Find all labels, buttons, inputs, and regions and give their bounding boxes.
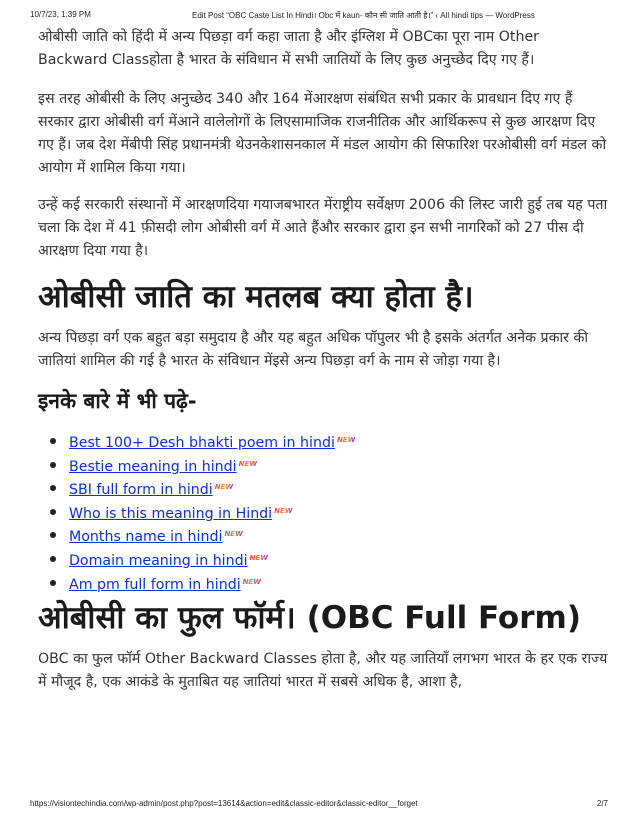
new-badge: NEW — [336, 436, 356, 444]
related-link[interactable]: Best 100+ Desh bhakti poem in hindi — [69, 435, 335, 451]
list-item — [50, 500, 608, 524]
related-links-list — [50, 429, 608, 594]
heading-obc-full-form: ओबीसी का फुल फॉर्म। (OBC Full Form) — [38, 600, 581, 637]
list-item — [50, 429, 608, 453]
print-header — [0, 10, 638, 24]
list-item — [50, 453, 608, 477]
related-link[interactable]: Months name in hindi — [69, 529, 223, 546]
new-badge: NEW — [242, 577, 262, 586]
page-number: 2/7 — [596, 799, 608, 808]
new-badge: NEW — [249, 553, 268, 562]
new-badge: NEW — [224, 530, 243, 539]
new-badge: NEW — [274, 506, 293, 515]
print-url: https://visiontechindia.com/wp-admin/post.php?post=13614&action=edit&classic-editor&classic-editor__forget — [30, 799, 418, 808]
related-link[interactable]: Who is this meaning in Hindi — [69, 505, 273, 522]
bullet-icon — [50, 438, 56, 444]
intro-paragraph: ओबीसी जाति को हिंदी में अन्य पिछड़ा वर्ग कहा जाता है और इंग्लिश में OBCका पूरा नाम Other Backward Classहोता है भारत के संविधान में सभी जातियों के लिए कुछ अनुच्छेद दिए गए हैं। — [38, 29, 540, 68]
article-content — [38, 26, 608, 708]
article-paragraph-reservation: इस तरह ओबीसी के लिए अनुच्छेद 340 और 164 मेंआरक्षण संबंधित सभी प्रकार के प्रावधान दिए गए हैं सरकार द्वारा ओबीसी वर्ग मेंआने वालेलोगों के लिएसामाजिक राजनीतिक और आर्थिकरूप से कुछ आरक्षण दिए गए हैं। जब देश मेंबीपी सिंह प्रधानमंत्री थेउनकेशासनकाल में मंडल आयोग की सिफारिश परओबीसी वर्ग मंडल को आयोग में शामिल किया गया। — [38, 91, 607, 176]
bullet-icon — [50, 462, 56, 468]
list-item — [50, 476, 608, 500]
related-link[interactable]: SBI full form in hindi — [69, 482, 213, 499]
bullet-icon — [50, 532, 56, 538]
list-item — [50, 523, 608, 547]
new-badge: NEW — [214, 483, 234, 492]
related-link[interactable]: Am pm full form in hindi — [69, 576, 241, 593]
print-datetime: 10/7/23, 1:39 PM — [30, 10, 91, 19]
article-paragraph-full-form: OBC का फुल फॉर्म Other Backward Classes होता है, और यह जातियाँ लगभग भारत के हर एक राज्य में मौजूद है, एक आकंडे के मुताबित यह जातियां भारत में सबसे अधिक है, आशा है, — [38, 651, 608, 691]
print-page-title: Edit Post “OBC Caste List In Hindi। Obc में kaun- कौन सी जाति आती है।” ‹ All hindi tips — WordPress — [192, 11, 535, 20]
related-link[interactable]: Domain meaning in hindi — [69, 552, 248, 569]
heading-read-also: इनके बारे में भी पढ़े- — [38, 389, 197, 413]
article-paragraph-survey: उन्हें कई सरकारी संस्थानों में आरक्षणदिया गयाजबभारत मेंराष्ट्रीय सर्वेक्षण 2006 की लिस्ट जारी हुई तब यह पता चला कि देश में 41 फ़ीसदी लोग ओबीसी वर्ग में आते हैंऔर सरकार द्वारा इन सभी नागरिकों को 27 पीस दी आरक्षण दिया गया है। — [38, 197, 608, 259]
heading-obc-meaning: ओबीसी जाति का मतलब क्या होता है। — [38, 279, 474, 315]
new-badge: NEW — [238, 459, 257, 468]
related-link[interactable]: Bestie meaning in hindi — [69, 458, 237, 475]
print-footer — [0, 799, 638, 813]
list-item — [50, 571, 608, 595]
bullet-icon — [50, 580, 56, 586]
bullet-icon — [50, 556, 56, 562]
article-paragraph-meaning: अन्य पिछड़ा वर्ग एक बहुत बड़ा समुदाय है और यह बहुत अधिक पॉपुलर भी है इसके अंतर्गत अनेक प्रकार की जातियां शामिल की गई है भारत के संविधान मेंइसे अन्य पिछड़ा वर्ग के नाम से जोड़ा गया है। — [38, 330, 589, 369]
list-item — [50, 547, 608, 571]
bullet-icon — [50, 485, 56, 491]
bullet-icon — [50, 509, 56, 515]
